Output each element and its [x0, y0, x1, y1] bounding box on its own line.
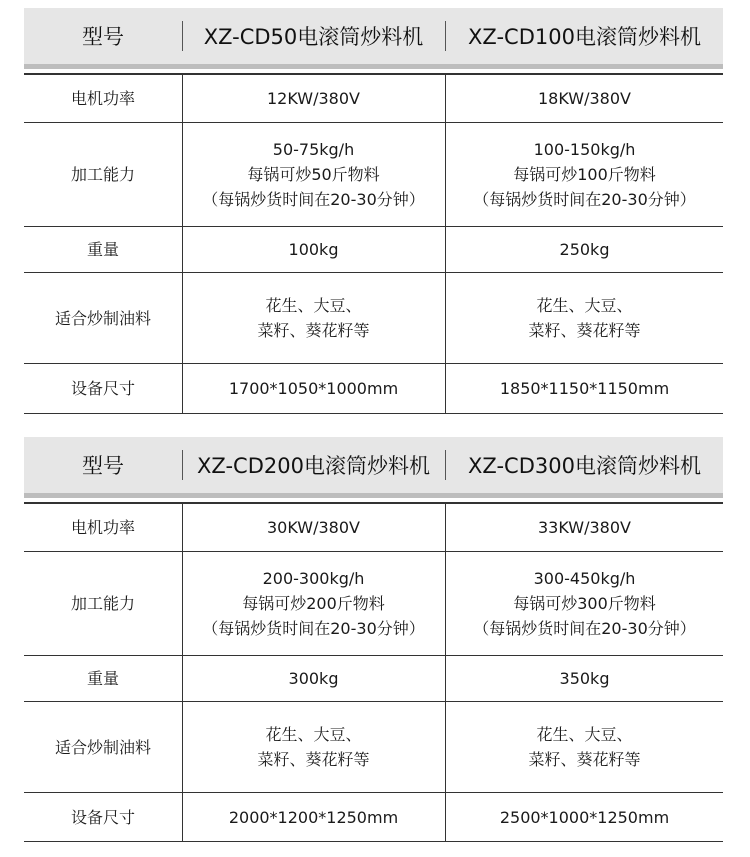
value-line: 300kg	[288, 669, 339, 688]
table-row-weight	[24, 227, 723, 273]
row-value-2	[446, 273, 723, 363]
row-value-1	[182, 227, 445, 272]
table-row-power	[24, 502, 723, 552]
value-line: 花生、大豆、	[536, 725, 633, 744]
row-label: 适合炒制油料	[54, 737, 151, 757]
value-line: 350kg	[559, 669, 610, 688]
table-row-weight	[24, 656, 723, 702]
table-row-materials	[24, 273, 723, 364]
value-line: 18KW/380V	[538, 89, 631, 108]
value-line: 12KW/380V	[267, 89, 360, 108]
row-value-1	[182, 656, 445, 701]
row-value-2	[446, 227, 723, 272]
value-line: 100kg	[288, 240, 339, 259]
value-line: 每锅可炒300斤物料	[513, 593, 656, 613]
table-header	[24, 437, 723, 498]
value-line: 花生、大豆、	[536, 296, 633, 315]
value-line: （每锅炒货时间在20-30分钟）	[202, 618, 425, 638]
row-value-1	[182, 793, 445, 841]
row-label: 电机功率	[70, 89, 135, 108]
table-row-dimensions	[24, 793, 723, 842]
row-label: 加工能力	[70, 164, 135, 184]
value-line: 每锅可炒50斤物料	[247, 164, 380, 184]
row-value-2	[446, 122, 723, 226]
row-label: 电机功率	[70, 518, 135, 537]
value-line: （每锅炒货时间在20-30分钟）	[473, 618, 696, 638]
row-label: 设备尺寸	[70, 807, 135, 827]
row-label: 适合炒制油料	[54, 308, 151, 328]
value-line: 50-75kg/h	[272, 139, 355, 159]
table-row-capacity	[24, 551, 723, 656]
value-line: 菜籽、葵花籽等	[257, 321, 370, 340]
row-value-1	[182, 273, 445, 363]
table-row-capacity	[24, 122, 723, 227]
row-value-2	[446, 656, 723, 701]
value-line: 250kg	[559, 240, 610, 259]
row-label: 设备尺寸	[70, 379, 135, 398]
row-value-1	[182, 702, 445, 792]
row-label: 重量	[86, 669, 119, 688]
header-label: 型号	[82, 454, 124, 478]
header-model-2: XZ-CD100电滚筒炒料机	[468, 25, 701, 49]
value-line: 菜籽、葵花籽等	[257, 750, 370, 769]
value-line: 2000*1200*1250mm	[228, 807, 399, 827]
header-model-1: XZ-CD200电滚筒炒料机	[197, 454, 430, 478]
header-label: 型号	[82, 25, 124, 49]
value-line: 菜籽、葵花籽等	[528, 750, 641, 769]
value-line: 33KW/380V	[538, 518, 631, 537]
row-value-2	[446, 504, 723, 551]
row-value-1	[182, 504, 445, 551]
table-header	[24, 8, 723, 69]
row-label: 加工能力	[70, 593, 135, 613]
value-line: （每锅炒货时间在20-30分钟）	[473, 189, 696, 209]
value-line: 200-300kg/h	[262, 568, 365, 588]
value-line: 每锅可炒100斤物料	[513, 164, 656, 184]
row-value-2	[446, 364, 723, 413]
header-model-1: XZ-CD50电滚筒炒料机	[203, 25, 424, 49]
row-value-1	[182, 364, 445, 413]
row-label: 重量	[86, 240, 119, 259]
value-line: 花生、大豆、	[265, 725, 362, 744]
table-row-dimensions	[24, 364, 723, 414]
row-value-2	[446, 702, 723, 792]
row-value-1	[182, 551, 445, 655]
value-line: 1700*1050*1000mm	[228, 379, 399, 398]
table-row-power	[24, 73, 723, 123]
value-line: 1850*1150*1150mm	[499, 379, 670, 398]
value-line: 菜籽、葵花籽等	[528, 321, 641, 340]
row-value-1	[182, 122, 445, 226]
value-line: 每锅可炒200斤物料	[242, 593, 385, 613]
header-model-2: XZ-CD300电滚筒炒料机	[468, 454, 701, 478]
value-line: 30KW/380V	[267, 518, 360, 537]
value-line: 2500*1000*1250mm	[499, 807, 670, 827]
value-line: （每锅炒货时间在20-30分钟）	[202, 189, 425, 209]
row-value-2	[446, 551, 723, 655]
value-line: 100-150kg/h	[533, 139, 636, 159]
table-row-materials	[24, 702, 723, 793]
row-value-1	[182, 75, 445, 122]
value-line: 300-450kg/h	[533, 568, 636, 588]
row-value-2	[446, 793, 723, 841]
value-line: 花生、大豆、	[265, 296, 362, 315]
row-value-2	[446, 75, 723, 122]
